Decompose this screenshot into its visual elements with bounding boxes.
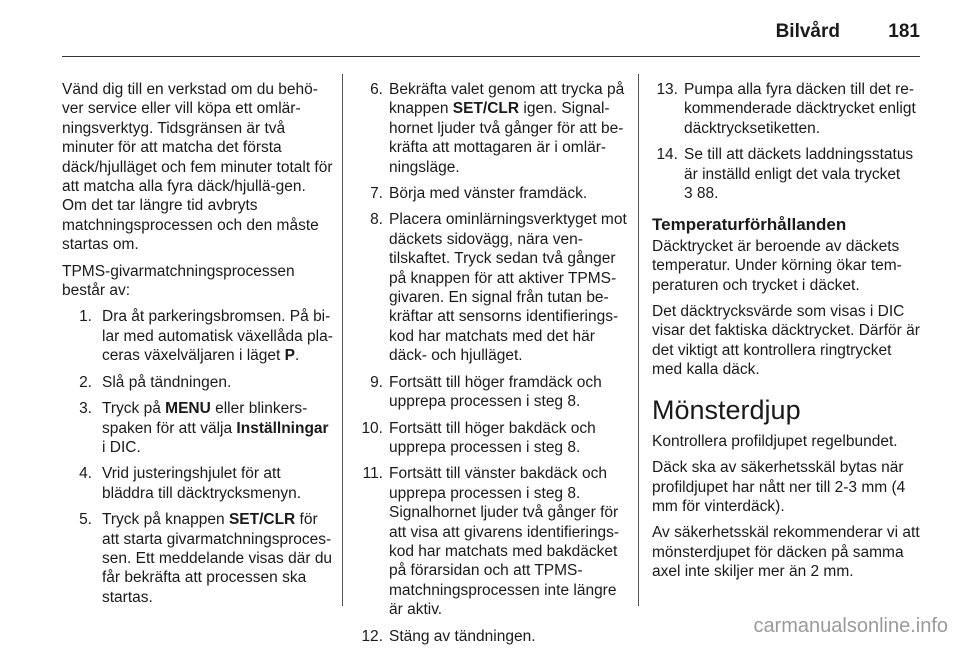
step-number: 5. xyxy=(79,511,92,529)
step-number: 4. xyxy=(79,465,92,483)
steps-list xyxy=(357,80,627,646)
step-number: 10. xyxy=(361,419,383,437)
step-number: 6. xyxy=(370,81,383,98)
list-item: 2. Slå på tändningen. xyxy=(72,373,334,392)
tread-paragraph: Av säkerhetsskäl rekommenderar vi att mönsterdjupet för däcken på samma axel inte skiljer mer än 2 mm. xyxy=(652,524,920,581)
step-number: 3. xyxy=(79,400,92,418)
list-item: 4. Vrid justeringshjulet för att bläddra till däcktrycksmenyn. xyxy=(72,464,334,503)
list-item: 8. Placera ominlärningsverktyget mot däckets sidovägg, nära ven-tilskaftet. Tryck sedan två gånger på knappen för att aktiver TPMS-givaren. En signal från tutan be-kräftar att sensorns identifierings-kod har matchats med det här däck- och hjulläget. xyxy=(357,210,627,365)
section-title: Bilvård xyxy=(775,21,840,42)
header-rule xyxy=(62,56,920,57)
step-number: 2. xyxy=(79,373,92,391)
heading-tread-depth: Mönsterdjup xyxy=(652,394,801,425)
column-1 xyxy=(62,80,334,614)
page-header xyxy=(0,0,960,44)
list-item: 5. Tryck på knappen SET/CLR för att starta givarmatchningsproces-sen. Ett meddelande visas där du får bekräfta att processen ska startas. xyxy=(72,510,334,607)
list-item: 9. Fortsätt till höger framdäck och upprepa processen i steg 8. xyxy=(357,373,627,412)
page-number: 181 xyxy=(888,21,920,42)
step-number: 12. xyxy=(361,627,383,645)
step-number: 7. xyxy=(370,185,383,203)
list-item: 7. Börja med vänster framdäck. xyxy=(357,184,627,203)
step-number: 8. xyxy=(370,211,383,229)
steps-list xyxy=(652,80,924,203)
list-item: 6. Bekräfta valet genom att trycka på knappen SET/CLR igen. Signal-hornet ljuder två gånger för att be-kräfta att mottagaren är i omlär-ningsläge. xyxy=(357,80,627,177)
column-3 xyxy=(652,80,924,589)
steps-list xyxy=(62,307,334,607)
list-item: 14. Se till att däckets laddningsstatus är inställd enligt det vala trycket 3 88. xyxy=(652,145,924,203)
list-item: 12. Stäng av tändningen. xyxy=(357,627,627,646)
list-item: 3. Tryck på MENU eller blinkers-spaken för att välja Inställningar i DIC. xyxy=(72,399,334,457)
heading-temperature: Temperaturförhållanden xyxy=(652,215,847,235)
intro-paragraph: Vänd dig till en verkstad om du behö-ver service eller vill köpa ett omlär-ningsverktyg. Tidsgränsen är två minuter för att matcha det första däck/hjulläget och fem minuter totalt för att matcha alla fyra däck/hjullä-gen. Om det tar längre tid avbryts matchningsprocessen och den måste startas om. xyxy=(62,81,333,254)
page-reference[interactable]: 3 88. xyxy=(684,185,719,203)
list-item: 11. Fortsätt till vänster bakdäck och upprepa processen i steg 8. Signalhornet ljuder två gånger för att visa att givarens identifierings-kod har matchats med bakdäcket på förarsidan och att TPMS-matchningsprocessen inte längre är aktiv. xyxy=(357,464,627,619)
step-number: 9. xyxy=(370,373,383,391)
process-intro: TPMS-givarmatchningsprocessen består av: xyxy=(62,262,295,300)
temperature-paragraph: Däcktrycket är beroende av däckets temperatur. Under körning ökar tem-peraturen och trycket i däcket. xyxy=(652,237,902,294)
temperature-paragraph: Det däcktrycksvärde som visas i DIC visar det faktiska däcktrycket. Därför är det viktigt att kontrollera ringtrycket med kalla däck. xyxy=(652,303,920,379)
step-number: 1. xyxy=(79,308,92,326)
tread-paragraph: Kontrollera profildjupet regelbundet. xyxy=(652,432,898,450)
column-2 xyxy=(357,80,627,653)
watermark: carmanualsonline.info xyxy=(753,614,948,637)
step-number: 11. xyxy=(362,465,383,483)
list-item: 13. Pumpa alla fyra däcken till det re-kommenderade däcktrycket enligt däcktrycksetiketten. xyxy=(652,80,924,138)
tread-paragraph: Däck ska av säkerhetsskäl bytas när profildjupet har nått ner till 2-3 mm (4 mm för vinterdäck). xyxy=(652,459,906,515)
step-number: 13. xyxy=(656,81,678,98)
list-item: 1. Dra åt parkeringsbromsen. På bi-lar med automatisk växellåda pla-ceras växelväljaren i läget P. xyxy=(72,307,334,365)
column-divider xyxy=(342,74,343,606)
step-number: 14. xyxy=(656,146,678,164)
column-divider xyxy=(638,74,639,606)
list-item: 10. Fortsätt till höger bakdäck och upprepa processen i steg 8. xyxy=(357,419,627,458)
